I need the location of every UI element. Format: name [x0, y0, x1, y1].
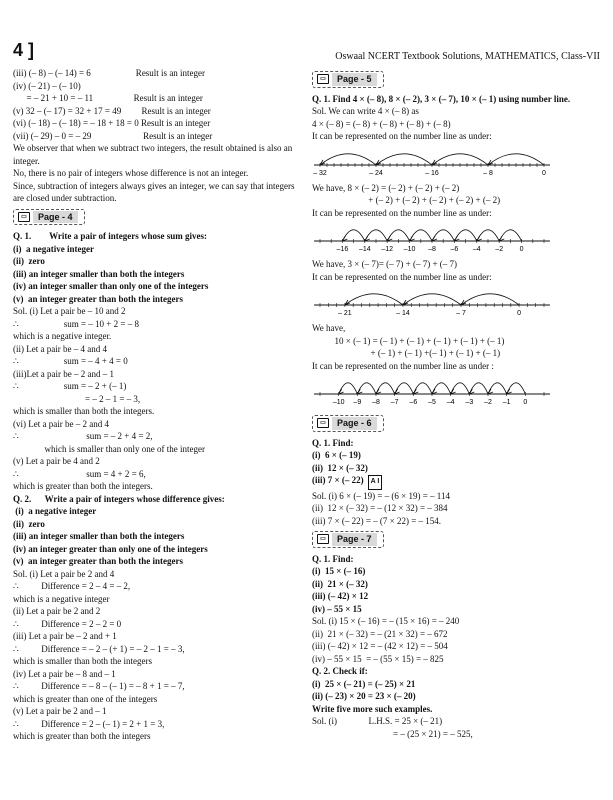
text-line — [312, 474, 602, 490]
text-line-content: We observer that when we subtract two integers, the result obtained is also an integer. — [13, 143, 293, 166]
text-line — [13, 568, 298, 581]
text-line — [312, 690, 602, 703]
number-line — [312, 145, 602, 179]
text-line-content: which is greater than both the integers. — [13, 481, 153, 491]
text-line-content: ∴ Difference = – 8 – (– 1) = – 8 + 1 = – 7, — [13, 681, 185, 691]
text-line — [13, 593, 298, 606]
text-line-content: ∴ Difference = – 2 – (+ 1) = – 2 – 1 = – 3, — [13, 643, 185, 654]
arrow-head — [454, 236, 459, 241]
text-line-content: which is a negative integer — [13, 593, 110, 604]
tick-label: –8 — [428, 246, 436, 253]
text-line — [13, 693, 298, 706]
number-line — [312, 221, 602, 255]
tick-label: 0 — [542, 169, 546, 177]
text-line-content: Since, subtraction of integers always gives an integer, we can say that integers are closed under subtraction. — [13, 180, 295, 203]
text-line — [13, 305, 298, 318]
text-line-content: (v) 32 – (– 17) = 32 + 17 = 49 Result is an integer — [13, 105, 211, 116]
text-line-content: (iii) 7 × (– 22) — [312, 475, 364, 485]
text-line — [13, 142, 298, 167]
number-line-svg — [312, 221, 552, 255]
text-line-content: which is smaller than both the integers. — [13, 406, 155, 416]
text-line-content: Sol. (i) Let a pair be – 10 and 2 — [13, 306, 126, 316]
text-line — [13, 393, 298, 406]
text-line-content: Q. 1. Find: — [312, 553, 354, 564]
text-line-content: Q. 1. Find 4 × (– 8), 8 × (– 2), 3 × (– 7), 10 × (– 1) using number line. — [312, 93, 571, 104]
text-line-content: (iii) 7 × (– 22) = – (7 × 22) = – 154. — [312, 515, 442, 526]
text-line-content: (vii) (– 29) – 0 = – 29 Result is an integer — [13, 130, 213, 141]
text-line-content: It can be represented on the number line as under: — [312, 271, 492, 282]
tick-label: –7 — [390, 399, 399, 406]
text-line — [312, 615, 602, 628]
text-line-content: which is smaller than both the integers — [13, 656, 152, 666]
tick-label: –3 — [465, 399, 474, 406]
text-line-content: ∴ sum = – 10 + 2 = – 8 — [13, 318, 139, 329]
book-icon: ▭ — [18, 212, 30, 222]
text-line-content: No, there is no pair of integers whose difference is not an integer. — [13, 168, 249, 178]
text-line — [13, 230, 298, 243]
text-line — [13, 130, 298, 143]
jump-arc — [507, 383, 526, 394]
text-line-content: = – 21 + 10 = – 11 Result is an integer — [13, 93, 203, 103]
jump-arc — [395, 383, 414, 394]
page-section-badge — [312, 415, 384, 432]
text-line-content: which is smaller than only one of the integer — [13, 443, 205, 454]
jump-arc — [469, 383, 488, 394]
jump-arc — [432, 383, 451, 394]
tick-label: –4 — [446, 399, 455, 406]
text-line-content: We have, 3 × (– 7)= (– 7) + (– 7) + (– 7) — [312, 259, 458, 269]
text-line-content: ∴ Difference = 2 – 2 = 0 — [13, 618, 122, 629]
arrow-head — [365, 236, 370, 241]
tick-label: – 8 — [483, 169, 493, 177]
text-line-content: (ii) 21 × (– 32) = – (21 × 32) = – 672 — [312, 628, 448, 639]
arrow-head — [488, 160, 493, 165]
text-line — [13, 443, 298, 456]
text-line — [312, 640, 602, 653]
page-section-label: Page - 6 — [332, 417, 377, 430]
arrow-head — [376, 160, 381, 165]
text-line-content: Sol. We can write 4 × (– 8) as — [312, 106, 419, 116]
text-line — [13, 380, 298, 393]
page-section-badge — [312, 71, 384, 88]
arrow-head — [410, 236, 415, 241]
text-line — [13, 668, 298, 681]
text-line-content: Sol. (i) 15 × (– 16) = – (15 × 16) = – 240 — [312, 616, 460, 626]
text-line-content: ∴ Difference = 2 – (– 1) = 2 + 1 = 3, — [13, 718, 165, 729]
number-line-svg — [312, 145, 552, 179]
jump-arc — [413, 383, 432, 394]
text-line — [13, 705, 298, 718]
jump-arc — [339, 383, 358, 394]
text-line-content: ∴ sum = – 2 + (– 1) — [13, 381, 127, 391]
text-line-content: (v) an integer greater than both the integers — [13, 556, 183, 566]
text-line — [13, 730, 298, 743]
page-section-badge — [312, 531, 384, 548]
text-line — [312, 271, 602, 284]
tick-label: –2 — [495, 246, 504, 253]
text-line-content: (ii) (– 23) × 20 = 23 × (– 20) — [312, 691, 416, 701]
text-line-content: Sol. (i) 6 × (– 19) = – (6 × 19) = – 114 — [312, 490, 450, 501]
jump-arc — [376, 383, 395, 394]
text-line — [312, 449, 602, 462]
text-line-content: We have, 8 × (– 2) = (– 2) + (– 2) + (– 2) — [312, 182, 460, 193]
text-line — [13, 67, 298, 80]
tick-label: –16 — [336, 246, 349, 253]
text-line-content: Sol. (i) Let a pair be 2 and 4 — [13, 568, 115, 579]
text-line — [312, 553, 602, 566]
text-line — [312, 322, 602, 335]
text-line-content: ∴ sum = – 4 + 4 = 0 — [13, 356, 128, 366]
arrow-head — [342, 236, 347, 241]
arrow-head — [432, 160, 437, 165]
tick-label: –8 — [372, 399, 380, 406]
text-line-content: (v) Let a pair be 2 and – 1 — [13, 706, 107, 716]
tick-label: 0 — [517, 310, 522, 317]
text-line-content: Sol. (i) L.H.S. = 25 × (– 21) — [312, 716, 443, 726]
text-line-content: (ii) Let a pair be 2 and 2 — [13, 606, 101, 616]
text-line-content: ∴ sum = 4 + 2 = 6, — [13, 468, 146, 479]
text-line — [312, 194, 602, 207]
text-line — [13, 280, 298, 293]
text-line-content: (iii)Let a pair be – 2 and – 1 — [13, 368, 114, 379]
page-section-label: Page - 4 — [33, 211, 78, 224]
text-line-content: = – (25 × 21) = – 525, — [312, 728, 473, 739]
tick-label: –5 — [428, 399, 436, 406]
text-line — [13, 618, 298, 631]
text-line — [312, 360, 602, 373]
tick-label: –1 — [502, 399, 511, 406]
text-line — [312, 437, 602, 450]
tick-label: –6 — [450, 246, 459, 253]
text-line-content: 4 × (– 8) = (– 8) + (– 8) + (– 8) + (– 8) — [312, 118, 451, 129]
tick-label: –2 — [484, 399, 492, 406]
text-line — [13, 480, 298, 493]
text-line-content: + (– 1) + (– 1) +(– 1) + (– 1) + (– 1) — [312, 348, 501, 358]
text-line — [13, 430, 298, 443]
text-line-content: (iii) (– 42) × 12 — [312, 591, 369, 601]
tick-label: –6 — [409, 399, 418, 406]
text-line-content: (ii) zero — [13, 518, 45, 529]
book-icon: ▭ — [317, 534, 329, 544]
text-line-content: = – 2 – 1 = – 3, — [13, 393, 141, 404]
text-line-content: (iv) an integer greater than only one of the integers — [13, 543, 208, 554]
text-line-content: (iii) an integer smaller than both the integers — [13, 268, 185, 279]
text-line — [13, 355, 298, 368]
text-line — [312, 703, 602, 716]
text-line — [13, 655, 298, 668]
tick-label: – 7 — [456, 310, 466, 317]
left-column — [13, 67, 298, 743]
text-line-content: (vi) Let a pair be – 2 and 4 — [13, 418, 109, 429]
text-line — [13, 418, 298, 431]
text-line — [312, 728, 602, 741]
text-line — [312, 335, 602, 348]
text-line — [13, 318, 298, 331]
text-line — [312, 347, 602, 360]
text-line — [13, 343, 298, 356]
text-line — [13, 255, 298, 268]
text-line — [13, 718, 298, 731]
text-line-content: Q. 2. Check if: — [312, 666, 368, 676]
text-line-content: (iv) Let a pair be – 8 and – 1 — [13, 668, 116, 679]
text-line-content: (vi) (– 18) – (– 18) = – 18 + 18 = 0 Result is an integer — [13, 118, 211, 128]
tick-label: – 14 — [396, 310, 410, 317]
right-column — [312, 67, 602, 740]
text-line — [13, 580, 298, 593]
text-line-content: It can be represented on the number line as under: — [312, 131, 492, 141]
text-line — [312, 565, 602, 578]
text-line-content: ∴ Difference = 2 – 4 = – 2, — [13, 581, 131, 591]
text-line-content: (ii) 21 × (– 32) — [312, 578, 368, 589]
text-line-content: Q. 1. Find: — [312, 437, 354, 448]
text-line-content: (i) a negative integer — [13, 506, 97, 516]
jump-arc — [345, 294, 403, 305]
text-line-content: 10 × (– 1) = (– 1) + (– 1) + (– 1) + (– 1) + (– 1) — [312, 335, 505, 346]
text-line-content: Q. 1. Write a pair of integers whose sum gives: — [13, 231, 207, 241]
text-line — [13, 293, 298, 306]
text-line — [312, 678, 602, 691]
text-line-content: We have, — [312, 323, 346, 333]
tick-label: – 21 — [338, 310, 352, 317]
arrow-head — [499, 236, 504, 241]
text-line — [13, 80, 298, 93]
text-line — [13, 555, 298, 568]
text-line — [13, 468, 298, 481]
page-section-label: Page - 7 — [332, 533, 377, 546]
tick-label: 0 — [523, 399, 528, 406]
text-line — [13, 330, 298, 343]
arrow-head — [387, 236, 392, 241]
text-line-content: which is a negative integer. — [13, 331, 112, 341]
text-line-content: (iv) – 55 × 15 — [312, 603, 362, 614]
text-line-content: (ii) Let a pair be – 4 and 4 — [13, 343, 107, 354]
tick-label: –14 — [358, 246, 371, 253]
text-line — [13, 530, 298, 543]
text-line — [13, 493, 298, 506]
text-line — [13, 368, 298, 381]
arrow-head — [345, 300, 350, 305]
arrow-head — [320, 160, 325, 165]
arrow-head — [432, 236, 437, 241]
text-line — [312, 653, 602, 666]
text-line-content: which is greater than both the integers — [13, 731, 151, 741]
text-line — [312, 207, 602, 220]
text-line — [312, 665, 602, 678]
page-section-label: Page - 5 — [332, 73, 377, 86]
text-line — [13, 605, 298, 618]
book-icon: ▭ — [317, 418, 329, 428]
text-line-content: (v) Let a pair be 4 and 2 — [13, 456, 100, 466]
jump-arc — [403, 294, 461, 305]
text-line — [13, 243, 298, 256]
arrow-head — [477, 236, 482, 241]
jump-arc — [451, 383, 470, 394]
number-line — [312, 374, 602, 408]
text-line-content: (ii) 12 × (– 32) = – (12 × 32) = – 384 — [312, 503, 448, 513]
text-line — [312, 462, 602, 475]
text-line — [13, 643, 298, 656]
text-line — [312, 182, 602, 195]
text-line — [312, 715, 602, 728]
text-line — [312, 130, 602, 143]
arrow-head — [461, 300, 466, 305]
jump-arc — [488, 383, 507, 394]
text-line-content: (i) a negative integer — [13, 243, 94, 254]
text-line-content: (iii) Let a pair be – 2 and + 1 — [13, 631, 117, 641]
text-line-content: (v) an integer greater than both the integers — [13, 293, 183, 304]
text-line — [13, 268, 298, 281]
ai-tag: A I — [368, 475, 383, 490]
text-line-content: (iii) an integer smaller than both the integers — [13, 531, 185, 541]
text-line — [312, 105, 602, 118]
tick-label: –10 — [332, 399, 345, 406]
text-line-content: (i) 25 × (– 21) = (– 25) × 21 — [312, 678, 416, 689]
running-header: Oswaal NCERT Textbook Solutions, MATHEMATICS, Class-VII — [335, 51, 600, 62]
text-line — [312, 118, 602, 131]
text-line — [13, 680, 298, 693]
text-line — [312, 93, 602, 106]
text-line-content: It can be represented on the number line as under: — [312, 207, 492, 218]
text-line — [13, 630, 298, 643]
text-line — [13, 518, 298, 531]
tick-label: – 16 — [425, 169, 439, 177]
jump-arc — [461, 294, 519, 305]
text-line-content: ∴ sum = – 2 + 4 = 2, — [13, 431, 153, 441]
page-section-badge — [13, 209, 85, 226]
text-line — [312, 490, 602, 503]
text-line-content: (iii) (– 8) – (– 14) = 6 Result is an integer — [13, 68, 206, 78]
text-line — [13, 180, 298, 205]
text-line — [13, 455, 298, 468]
text-line-content: + (– 2) + (– 2) + (– 2) + (– 2) + (– 2) — [312, 195, 501, 205]
tick-label: – 32 — [313, 169, 327, 177]
text-line-content: which is greater than one of the integers — [13, 693, 158, 704]
text-line — [13, 405, 298, 418]
text-line — [13, 505, 298, 518]
text-line — [312, 515, 602, 528]
tick-label: –10 — [403, 246, 416, 253]
text-line — [13, 167, 298, 180]
text-line-content: (ii) zero — [13, 256, 45, 266]
text-line-content: (i) 15 × (– 16) — [312, 566, 366, 576]
text-line — [13, 105, 298, 118]
text-line — [312, 590, 602, 603]
text-line-content: (iii) (– 42) × 12 = – (42 × 12) = – 504 — [312, 641, 448, 651]
number-line-svg — [312, 374, 552, 408]
tick-label: –9 — [353, 399, 362, 406]
number-line-svg — [312, 285, 552, 319]
text-line-content: (ii) 12 × (– 32) — [312, 462, 368, 473]
tick-label: –4 — [472, 246, 481, 253]
text-line — [312, 628, 602, 641]
tick-label: 0 — [519, 246, 524, 253]
text-line-content: Write five more such examples. — [312, 703, 433, 714]
jump-arc — [357, 383, 376, 394]
arrow-head — [403, 300, 408, 305]
text-line — [312, 578, 602, 591]
book-icon: ▭ — [317, 74, 329, 84]
text-line — [13, 117, 298, 130]
tick-label: –12 — [381, 246, 394, 253]
text-line-content: (iv) – 55 × 15 = – (55 × 15) = – 825 — [312, 653, 444, 664]
number-line — [312, 285, 602, 319]
text-line — [312, 502, 602, 515]
text-line-content: Q. 2. Write a pair of integers whose difference gives: — [13, 493, 225, 504]
page-number: 4 ] — [13, 40, 35, 60]
text-line — [312, 258, 602, 271]
text-line — [13, 543, 298, 556]
text-line — [13, 92, 298, 105]
text-line-content: (i) 6 × (– 19) — [312, 450, 361, 460]
text-line-content: (iv) (– 21) – (– 10) — [13, 80, 81, 91]
text-line — [312, 603, 602, 616]
text-line-content: It can be represented on the number line as under : — [312, 360, 494, 371]
text-line-content: (iv) an integer smaller than only one of the integers — [13, 281, 209, 291]
tick-label: – 24 — [369, 169, 383, 177]
